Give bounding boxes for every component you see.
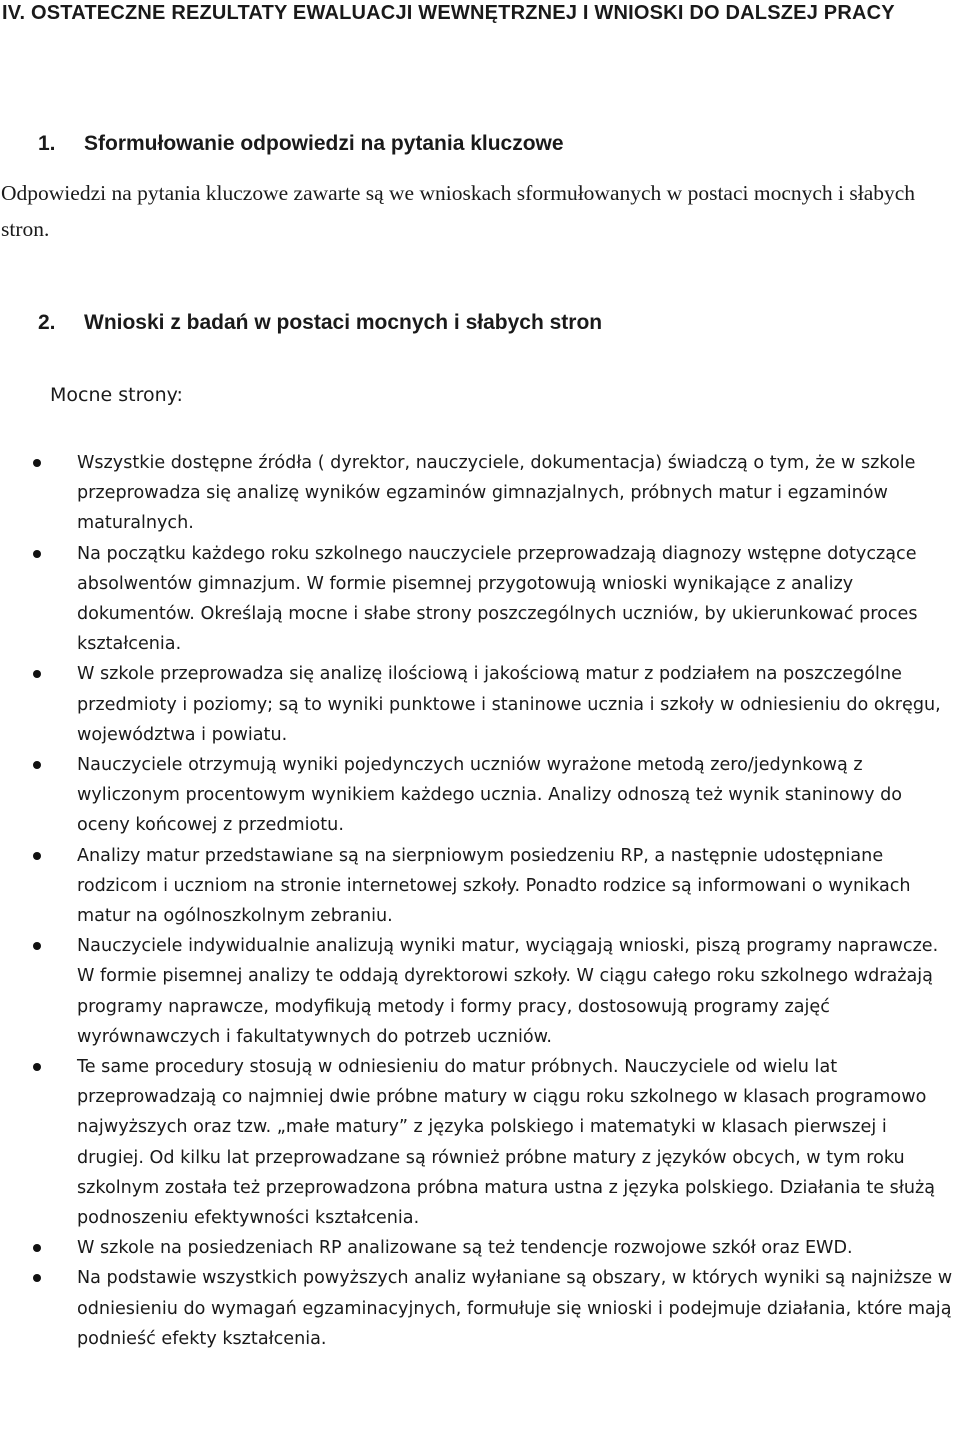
strengths-list <box>0 448 958 1354</box>
section-2-number: 2. <box>38 311 56 334</box>
section-1-heading <box>38 132 564 156</box>
bullet-icon <box>33 459 41 467</box>
list-item-text: Na podstawie wszystkich powyższych analiz wyłaniane są obszary, w których wyniki są najniższe w odniesieniu do wymagań egzaminacyjnych, formułuje się wnioski i podejmuje działania, które mają podnieść efekty kształcenia. <box>77 1268 953 1349</box>
list-item-text: Analizy matur przedstawiane są na sierpniowym posiedzeniu RP, a następnie udostępniane rodzicom i uczniom na stronie internetowej szkoły. Ponadto rodzice są informowani o wynikach matur na ogólnoszkolnym zebraniu. <box>77 845 911 927</box>
list-item <box>0 1263 958 1354</box>
section-1-number: 1. <box>38 132 56 155</box>
list-item-text: Wszystkie dostępne źródła ( dyrektor, nauczyciele, dokumentacja) świadczą o tym, że w szkole przeprowadza się analizę wyników egzaminów gimnazjalnych, próbnych matur i egzaminów maturalnych. <box>77 453 916 534</box>
bullet-icon <box>33 550 41 558</box>
document-title: IV. OSTATECZNE REZULTATY EWALUACJI WEWNĘTRZNEJ I WNIOSKI DO DALSZEJ PRACY <box>2 2 895 24</box>
section-1-paragraph: Odpowiedzi na pytania kluczowe zawarte są we wnioskach sformułowanych w postaci mocnych i słabych stron. <box>1 181 916 241</box>
bullet-icon <box>33 942 41 950</box>
list-item <box>0 659 958 750</box>
section-2-heading <box>38 311 602 335</box>
list-item-text: Nauczyciele otrzymują wyniki pojedynczych uczniów wyrażone metodą zero/jedynkową z wyliczonym procentowym wynikiem każdego ucznia. Analizy odnoszą też wynik staninowy do oceny końcowej z przedmiotu. <box>77 755 903 836</box>
list-item-text: Te same procedury stosują w odniesieniu do matur próbnych. Nauczyciele od wielu lat przeprowadzają co najmniej dwie próbne matury w ciągu roku szkolnego w klasach programowo najwyższych oraz tzw. „małe matury” z języka polskiego i matematyki w klasach pierwszej i drugiej. Od kilku lat przeprowadzane są również próbne matury z języków obcych, w tym roku szkolnym została też przeprowadzona próbna matura ustna z języka polskiego. Działania te służą podnoszeniu efektywności kształcenia. <box>77 1057 935 1229</box>
list-item <box>0 750 958 841</box>
list-item <box>0 448 958 539</box>
bullet-icon <box>33 761 41 769</box>
list-item-text: Nauczyciele indywidualnie analizują wyniki matur, wyciągają wnioski, piszą programy naprawcze. W formie pisemnej analizy te oddają dyrektorowi szkoły. W ciągu całego roku szkolnego wdrażają programy naprawcze, modyfikują metody i formy pracy, dostosowują programy zajęć wyrównawczych i fakultatywnych do potrzeb uczniów. <box>77 936 939 1047</box>
bullet-icon <box>33 1244 41 1252</box>
section-2-title: Wnioski z badań w postaci mocnych i słabych stron <box>84 311 603 334</box>
list-item-text: W szkole przeprowadza się analizę ilościową i jakościową matur z podziałem na poszczególne przedmioty i poziomy; są to wyniki punktowe i staninowe ucznia i szkoły w odniesieniu do okręgu, województwa i powiatu. <box>77 664 941 745</box>
list-item <box>0 931 958 1052</box>
bullet-icon <box>33 1274 41 1282</box>
list-item <box>0 1052 958 1233</box>
bullet-icon <box>33 1063 41 1071</box>
strengths-subheading: Mocne strony: <box>50 384 183 406</box>
list-item <box>0 539 958 660</box>
bullet-icon <box>33 852 41 860</box>
list-item <box>0 841 958 932</box>
list-item-text: Na początku każdego roku szkolnego nauczyciele przeprowadzają diagnozy wstępne dotyczące absolwentów gimnazjum. W formie pisemnej przygotowują wnioski wynikające z analizy dokumentów. Określają mocne i słabe strony poszczególnych uczniów, by ukierunkować proces kształcenia. <box>77 543 918 655</box>
list-item-text: W szkole na posiedzeniach RP analizowane są też tendencje rozwojowe szkół oraz EWD. <box>77 1238 853 1259</box>
bullet-icon <box>33 670 41 678</box>
list-item <box>0 1233 958 1263</box>
section-1-title: Sformułowanie odpowiedzi na pytania kluczowe <box>84 132 564 155</box>
